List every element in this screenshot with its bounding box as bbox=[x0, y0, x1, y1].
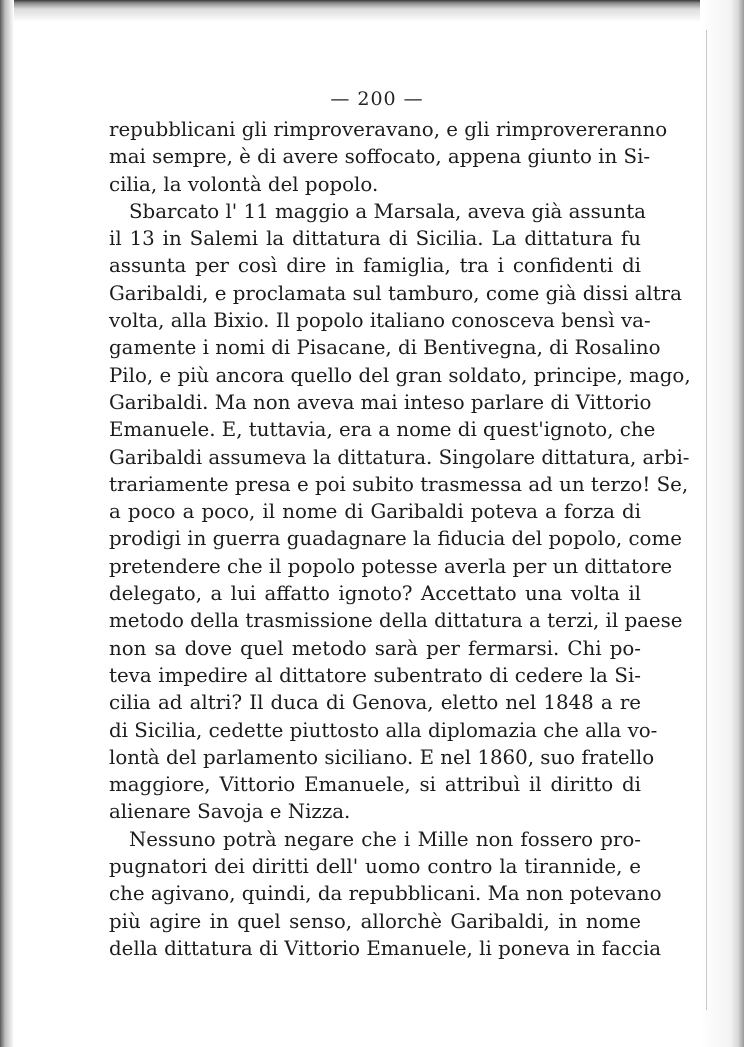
text-line: più agire in quel senso, allorchè Garibaldi, in nome bbox=[109, 909, 641, 933]
text-line: repubblicani gli rimproveravano, e gli rimprovereranno bbox=[109, 118, 668, 141]
text-line: a poco a poco, il nome di Garibaldi poteva a forza di bbox=[109, 500, 641, 524]
text-line: lontà del parlamento siciliano. E nel 1860, suo fratello bbox=[109, 745, 655, 769]
scan-shadow-left bbox=[0, 0, 14, 1047]
text-line: mai sempre, è di avere soffocato, appena giunto in Si- bbox=[109, 145, 651, 169]
text-line: che agivano, quindi, da repubblicani. Ma non potevano bbox=[109, 882, 662, 906]
text-line: teva impedire al dittatore subentrato di cedere la Si- bbox=[109, 663, 641, 687]
text-line: cilia, la volontà del popolo. bbox=[109, 172, 379, 196]
text-line: maggiore, Vittorio Emanuele, si attribuì il diritto di bbox=[109, 773, 641, 797]
text-line: pugnatori dei diritti dell' uomo contro la tirannide, e bbox=[109, 855, 641, 879]
text-line: cilia ad altri? Il duca di Genova, eletto nel 1848 a re bbox=[109, 691, 641, 715]
text-line: Garibaldi, e proclamata sul tamburo, come già dissi altra bbox=[109, 281, 682, 305]
text-line: Sbarcato l' 11 maggio a Marsala, aveva già assunta bbox=[129, 199, 646, 223]
text-line: Garibaldi assumeva la dittatura. Singolare dittatura, arbi- bbox=[109, 445, 690, 469]
text-line: trariamente presa e poi subito trasmessa ad un terzo! Se, bbox=[109, 472, 689, 496]
text-line: Pilo, e più ancora quello del gran soldato, principe, mago, bbox=[109, 363, 691, 387]
text-line: metodo della trasmissione della dittatura a terzi, il paese bbox=[109, 609, 683, 633]
text-line: prodigi in guerra guadagnare la fiducia del popolo, come bbox=[109, 527, 682, 551]
page-number: — 200 — bbox=[330, 88, 424, 110]
scan-shadow-top bbox=[0, 0, 744, 22]
text-line: il 13 in Salemi la dittatura di Sicilia. La dittatura fu bbox=[109, 227, 641, 251]
text-line: non sa dove quel metodo sarà per fermarsi. Chi po- bbox=[109, 636, 641, 660]
text-line: pretendere che il popolo potesse averla per un dittatore bbox=[109, 554, 673, 578]
text-line: volta, alla Bixio. Il popolo italiano conosceva bensì va- bbox=[109, 309, 651, 333]
text-line: alienare Savoja e Nizza. bbox=[109, 800, 351, 824]
page-fold-line bbox=[706, 30, 707, 1010]
body-text bbox=[109, 116, 691, 962]
text-line: Nessuno potrà negare che i Mille non fossero pro- bbox=[129, 827, 641, 851]
text-line: di Sicilia, cedette piuttosto alla diplomazia che alla vo- bbox=[109, 718, 658, 742]
text-line: della dittatura di Vittorio Emanuele, li poneva in faccia bbox=[109, 936, 662, 960]
text-line: gamente i nomi di Pisacane, di Bentivegna, di Rosalino bbox=[109, 336, 661, 360]
text-line: assunta per così dire in famiglia, tra i confidenti di bbox=[109, 254, 641, 278]
text-line: Emanuele. E, tuttavia, era a nome di quest'ignoto, che bbox=[109, 418, 656, 442]
text-line: delegato, a lui affatto ignoto? Accettato una volta il bbox=[109, 582, 641, 606]
text-line: Garibaldi. Ma non aveva mai inteso parlare di Vittorio bbox=[109, 390, 652, 414]
